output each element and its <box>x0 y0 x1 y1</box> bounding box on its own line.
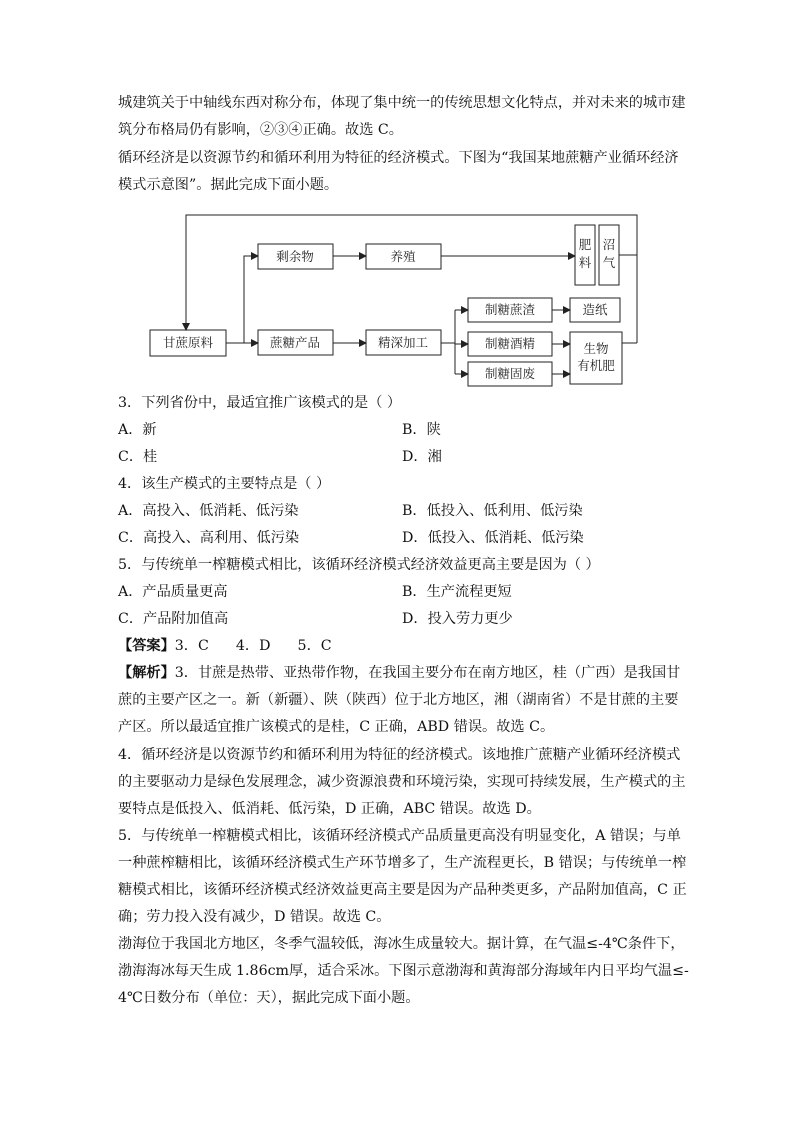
analysis-line-7: 5．与传统单一榨糖模式相比，该循环经济模式产品质量更高没有明显变化，A 错误；与单 <box>118 828 681 844</box>
answer-line <box>118 633 678 660</box>
analysis-line-6: 要特点是低投入、低消耗、低污染，D 正确，ABC 错误。故选 D。 <box>118 801 541 817</box>
label-raw: 甘蔗原料 <box>162 335 214 350</box>
question-5-option-a: A．产品质量更高 <box>118 584 228 600</box>
question-4-option-a: A．高投入、低消耗、低污染 <box>118 503 299 519</box>
label-solid: 制糖固废 <box>484 366 536 381</box>
intro-line-2: 筑分布格局仍有影响，②③④正确。故选 C。 <box>118 122 403 138</box>
analysis-line-2: 蔗的主要产区之一。新（新疆）、陕（陕西）位于北方地区，湘（湖南省）不是甘蔗的主要 <box>118 692 679 708</box>
label-sugar: 蔗糖产品 <box>269 335 321 350</box>
answer-text: 3．C 4．D 5．C <box>174 638 332 654</box>
question-5-stem: 5．与传统单一榨糖模式相比，该循环经济模式经济效益更高主要是因为（ ） <box>118 557 600 573</box>
analysis-line-5: 的主要驱动力是绿色发展理念，减少资源浪费和环境污染，实现可持续发展，生产模式的主 <box>118 774 686 790</box>
question-5-option-d: D．投入劳力更少 <box>402 611 513 627</box>
analysis-line-1-text: 3．甘蔗是热带、亚热带作物，在我国主要分布在南方地区，桂（广西）是我国甘 <box>174 665 681 681</box>
analysis-line-10: 确；劳力投入没有减少，D 错误。故选 C。 <box>118 909 391 925</box>
outro-line-1: 渤海位于我国北方地区，冬季气温较低，海冰生成量较大。据计算，在气温≤-4℃条件下， <box>118 936 685 952</box>
question-3-option-b: B．陕 <box>402 422 441 438</box>
analysis-line-9: 糖模式相比，该循环经济模式经济效益更高主要是因为产品种类更多，产品附加值高，C 正 <box>118 882 687 898</box>
answer-label: 【答案】 <box>118 638 175 654</box>
label-deep: 精深加工 <box>377 335 429 350</box>
question-3-stem: 3．下列省份中，最适宜推广该模式的是（ ） <box>118 395 402 411</box>
question-4-option-c: C．高投入、高利用、低污染 <box>118 530 300 546</box>
analysis-line-1 <box>118 660 681 687</box>
question-3-option-c: C．桂 <box>118 449 158 465</box>
label-bio-2: 有机肥 <box>577 358 615 373</box>
label-residue: 剩余物 <box>276 249 314 264</box>
analysis-label: 【解析】 <box>118 665 175 681</box>
intro-line-3: 循环经济是以资源节约和循环利用为特征的经济模式。下图为“我国某地蔗糖产业循环经济 <box>118 150 679 166</box>
question-5-option-b: B．生产流程更短 <box>402 584 512 600</box>
label-biogas-1: 沼 <box>602 237 616 252</box>
intro-line-4: 模式示意图”。据此完成下面小题。 <box>118 177 339 193</box>
analysis-line-4: 4．循环经济是以资源节约和循环利用为特征的经济模式。该地推广蔗糖产业循环经济模式 <box>118 747 681 763</box>
question-4-option-d: D．低投入、低消耗、低污染 <box>402 530 584 546</box>
outro-line-2: 渤海海冰每天生成 1.86cm厚，适合采冰。下图示意渤海和黄海部分海域年内日平均气温≤- <box>118 963 689 979</box>
question-3-option-d: D．湘 <box>402 449 442 465</box>
question-4-option-b: B．低投入、低利用、低污染 <box>402 503 583 519</box>
label-fertilizer-1: 肥 <box>578 237 592 252</box>
question-3-option-a: A．新 <box>118 422 157 438</box>
question-5-option-c: C．产品附加值高 <box>118 611 229 627</box>
label-bio-1: 生物 <box>583 341 609 356</box>
label-alcohol: 制糖酒精 <box>484 336 536 351</box>
question-4-stem: 4．该生产模式的主要特点是（ ） <box>118 476 331 492</box>
label-breeding: 养殖 <box>390 249 416 264</box>
label-bagasse: 制糖蔗渣 <box>484 302 536 317</box>
label-biogas-2: 气 <box>602 255 616 270</box>
analysis-line-3: 产区。所以最适宜推广该模式的是桂，C 正确，ABD 错误。故选 C。 <box>118 719 555 735</box>
label-paper: 造纸 <box>582 302 608 317</box>
label-fertilizer-2: 料 <box>578 255 592 270</box>
intro-line-1: 城建筑关于中轴线东西对称分布，体现了集中统一的传统思想文化特点，并对未来的城市建 <box>118 95 686 111</box>
sugar-industry-circular-economy-diagram <box>0 0 794 400</box>
outro-line-3: 4℃日数分布（单位：天），据此完成下面小题。 <box>118 990 420 1006</box>
analysis-line-8: 一种蔗榨糖相比，该循环经济模式生产环节增多了，生产流程更长，B 错误；与传统单一榨 <box>118 855 687 871</box>
